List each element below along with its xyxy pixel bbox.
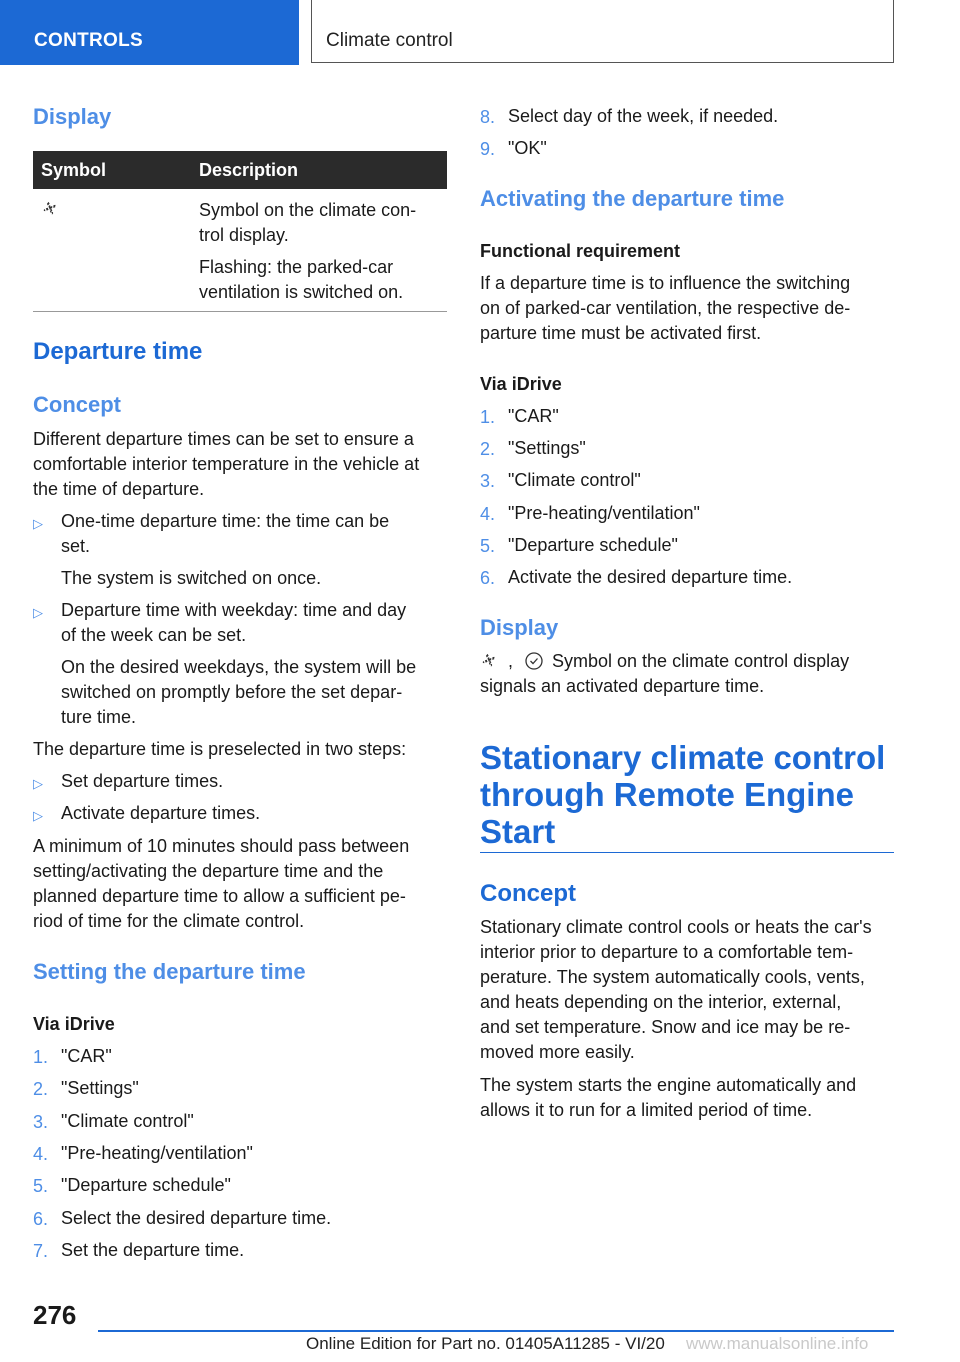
concept-text: the time of departure. (33, 479, 205, 499)
step-number: 9. (480, 139, 496, 159)
display-heading-2: Display (480, 615, 559, 640)
section-label: CONTROLS (34, 30, 144, 51)
bullet-triangle-icon: ▷ (33, 605, 43, 620)
min-text: setting/activating the departure time and the (33, 861, 384, 881)
step-number: 2. (480, 439, 496, 460)
bullet-triangle-icon: ▷ (33, 516, 43, 531)
bullet-text: Departure time with weekday: time and day (61, 600, 407, 620)
icon-separator: , (508, 651, 514, 671)
bullet-text: On the desired weekdays, the system will be (61, 657, 417, 677)
bullet-text: Set departure times. (61, 771, 224, 791)
step-number: 4. (33, 1143, 49, 1164)
system-text: allows it to run for a limited period of time. (480, 1100, 813, 1120)
section-tab (0, 0, 299, 65)
concept-text: moved more easily. (480, 1042, 635, 1062)
concept-heading: Concept (33, 392, 121, 417)
display-heading: Display (33, 104, 112, 129)
min-text: riod of time for the climate control. (33, 911, 305, 931)
clock-icon (524, 651, 544, 671)
table-desc-line: ventilation is switched on. (199, 282, 404, 302)
via-idrive-label: Via iDrive (480, 374, 562, 394)
step-text: Set the departure time. (61, 1239, 245, 1260)
step-number: 2. (33, 1079, 49, 1100)
stationary-heading-line: Stationary climate control (480, 739, 886, 776)
symbol-table-header (33, 151, 447, 189)
bullet-text: set. (61, 536, 91, 556)
concept-text: and heats depending on the interior, external, (480, 992, 842, 1012)
departure-time-heading: Departure time (33, 338, 203, 365)
bullet-text: The system is switched on once. (61, 568, 322, 588)
table-rule (33, 311, 447, 312)
bullet-text: of the week can be set. (61, 625, 247, 645)
concept-text: comfortable interior temperature in the vehicle at (33, 454, 420, 474)
col-description: Description (199, 160, 299, 180)
step-number: 5. (480, 535, 496, 556)
func-text: parture time must be activated first. (480, 323, 762, 343)
step-text: Select the desired departure time. (61, 1207, 332, 1228)
preselect-text: The departure time is preselected in two steps: (33, 739, 407, 759)
min-text: planned departure time to allow a sufficient pe- (33, 886, 406, 906)
step-text: Activate the desired departure time. (508, 567, 793, 587)
activating-heading: Activating the departure time (480, 186, 785, 211)
concept-text: Stationary climate control cools or heats the car's (480, 917, 872, 937)
system-text: The system starts the engine automatically and (480, 1075, 857, 1095)
edition-text: Online Edition for Part no. 01405A11285 - VI/20 (306, 1334, 665, 1353)
step-text: Select day of the week, if needed. (508, 106, 779, 126)
fan-icon (480, 651, 498, 669)
step-number: 4. (480, 503, 496, 524)
stationary-heading-line: Start (480, 813, 556, 850)
func-req-label: Functional requirement (480, 241, 681, 261)
table-desc-line: trol display. (199, 225, 289, 245)
min-text: A minimum of 10 minutes should pass between (33, 836, 410, 856)
bullet-text: switched on promptly before the set depar- (61, 682, 403, 702)
step-number: 3. (480, 471, 496, 492)
step-number: 7. (33, 1240, 49, 1261)
chapter-header (311, 0, 894, 63)
step-number: 5. (33, 1176, 49, 1197)
concept-text: and set temperature. Snow and ice may be re- (480, 1017, 851, 1037)
via-idrive-label: Via iDrive (33, 1014, 115, 1034)
bullet-text: One-time departure time: the time can be (61, 511, 390, 531)
display-text: Symbol on the climate control display (552, 651, 850, 671)
col-symbol: Symbol (41, 160, 107, 180)
concept-heading-2: Concept (480, 880, 576, 907)
step-text: "Departure schedule" (61, 1175, 231, 1196)
step-text: "Settings" (61, 1078, 139, 1099)
step-text: "Settings" (508, 438, 586, 459)
step-text: "CAR" (61, 1046, 112, 1066)
concept-text: interior prior to departure to a comfortable tem- (480, 942, 854, 962)
step-text: "Pre-heating/ventilation" (61, 1142, 253, 1163)
step-number: 8. (480, 107, 496, 127)
step-text: "Departure schedule" (508, 534, 678, 555)
concept-text: Different departure times can be set to ensure a (33, 429, 414, 449)
display-text: signals an activated departure time. (480, 676, 765, 696)
heading-rule (480, 852, 894, 853)
step-number: 6. (33, 1208, 49, 1229)
page-number: 276 (33, 1300, 77, 1330)
step-number: 3. (33, 1111, 49, 1132)
concept-text: perature. The system automatically cools, vents, (480, 967, 865, 987)
func-text: If a departure time is to influence the switching (480, 273, 851, 293)
fan-icon (41, 199, 59, 217)
step-text: "OK" (508, 138, 547, 158)
table-desc-line: Symbol on the climate con- (199, 200, 417, 220)
chapter-title: Climate control (326, 30, 453, 51)
step-number: 6. (480, 568, 496, 588)
bullet-text: ture time. (61, 707, 137, 727)
step-text: "Pre-heating/ventilation" (508, 502, 700, 523)
bullet-triangle-icon: ▷ (33, 808, 43, 823)
func-text: on of parked-car ventilation, the respective de- (480, 298, 851, 318)
setting-heading: Setting the departure time (33, 959, 306, 984)
step-number: 1. (480, 407, 496, 427)
table-desc-line: Flashing: the parked-car (199, 257, 394, 277)
watermark: www.manualsonline.info (686, 1334, 869, 1353)
step-text: "Climate control" (61, 1110, 194, 1131)
step-number: 1. (33, 1047, 49, 1067)
step-text: "Climate control" (508, 470, 641, 491)
step-text: "CAR" (508, 406, 559, 426)
stationary-heading-line: through Remote Engine (480, 776, 854, 813)
bullet-text: Activate departure times. (61, 803, 261, 823)
bullet-triangle-icon: ▷ (33, 776, 43, 791)
footer-rule (98, 1330, 894, 1332)
